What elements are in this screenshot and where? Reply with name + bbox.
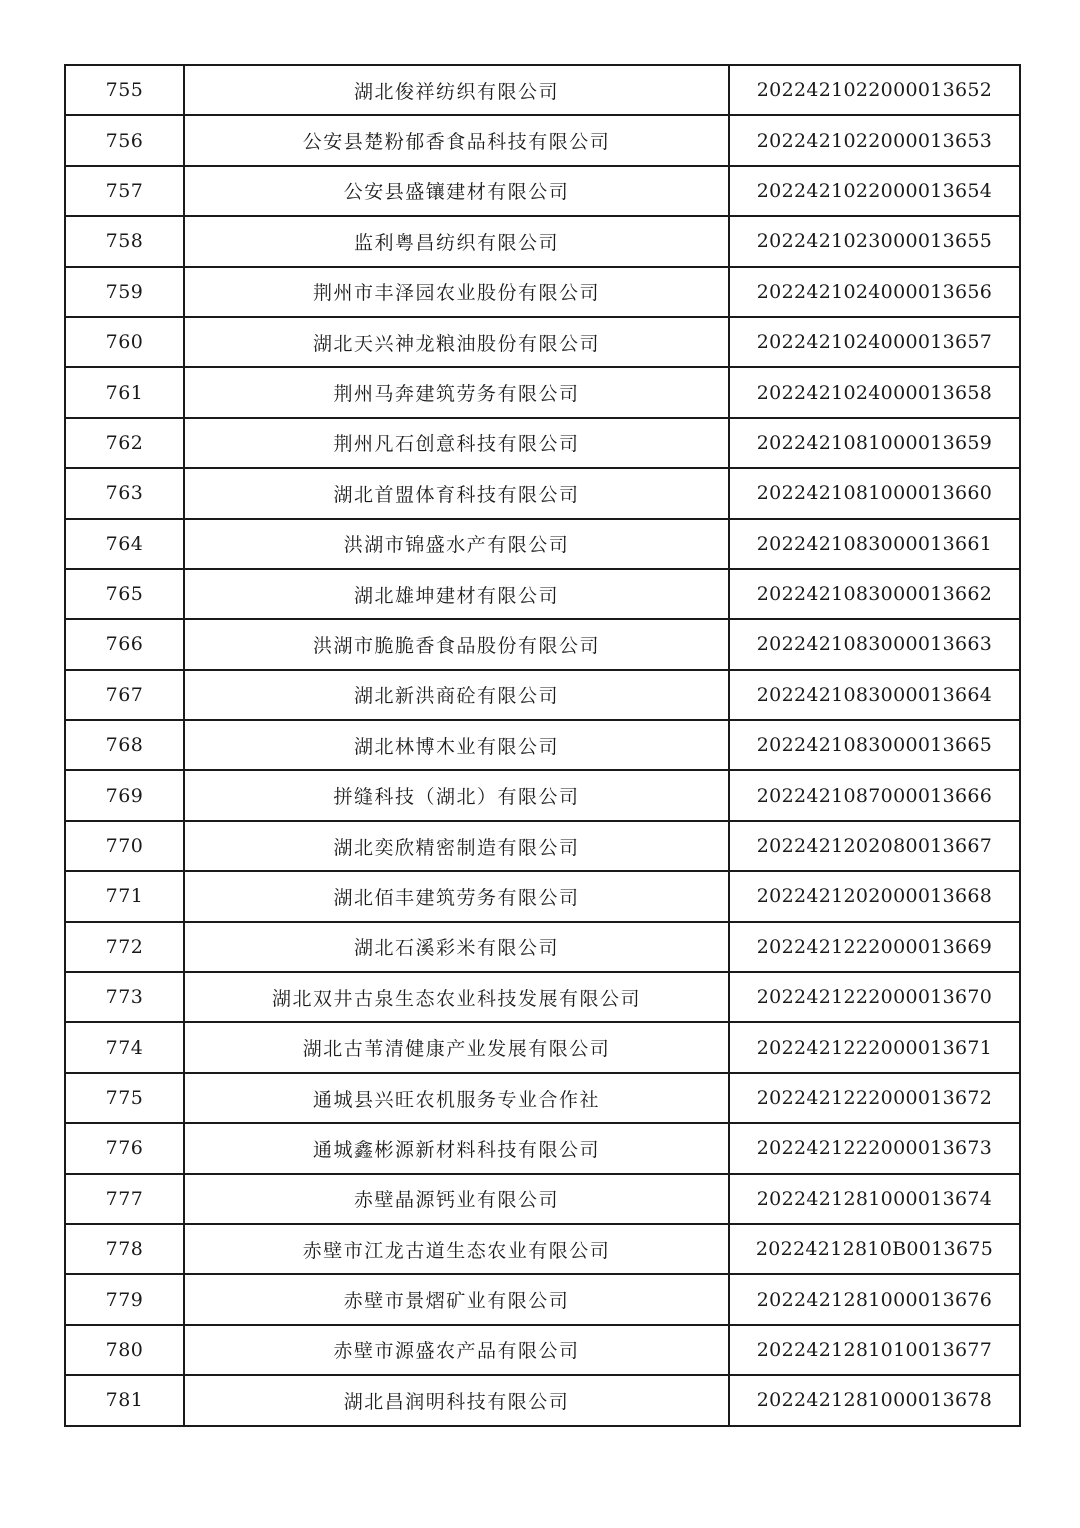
table-row xyxy=(65,670,1020,720)
registration-code-cell: 2022421024000013656 xyxy=(729,267,1020,317)
table-body xyxy=(65,65,1020,1426)
company-name-cell: 湖北古苇清健康产业发展有限公司 xyxy=(184,1022,729,1072)
row-index-cell: 764 xyxy=(65,519,184,569)
row-index-cell: 774 xyxy=(65,1022,184,1072)
company-name-cell: 通城鑫彬源新材料科技有限公司 xyxy=(184,1123,729,1173)
table-row xyxy=(65,1022,1020,1072)
row-index-cell: 768 xyxy=(65,720,184,770)
registration-code-cell: 2022421281010013677 xyxy=(729,1325,1020,1375)
table-row xyxy=(65,468,1020,518)
row-index-cell: 781 xyxy=(65,1375,184,1425)
registration-code-cell: 2022421023000013655 xyxy=(729,216,1020,266)
row-index-cell: 769 xyxy=(65,770,184,820)
row-index-cell: 760 xyxy=(65,317,184,367)
company-name-cell: 湖北双井古泉生态农业科技发展有限公司 xyxy=(184,972,729,1022)
table-row xyxy=(65,115,1020,165)
table-row xyxy=(65,871,1020,921)
company-name-cell: 湖北新洪商砼有限公司 xyxy=(184,670,729,720)
registration-code-cell: 2022421083000013662 xyxy=(729,569,1020,619)
company-name-cell: 湖北林博木业有限公司 xyxy=(184,720,729,770)
table-row xyxy=(65,519,1020,569)
table-row xyxy=(65,1123,1020,1173)
company-name-cell: 荆州凡石创意科技有限公司 xyxy=(184,418,729,468)
company-name-cell: 湖北雄坤建材有限公司 xyxy=(184,569,729,619)
company-name-cell: 赤壁市江龙古道生态农业有限公司 xyxy=(184,1224,729,1274)
company-name-cell: 湖北石溪彩米有限公司 xyxy=(184,922,729,972)
company-name-cell: 湖北俊祥纺织有限公司 xyxy=(184,65,729,115)
row-index-cell: 777 xyxy=(65,1174,184,1224)
registration-code-cell: 2022421222000013673 xyxy=(729,1123,1020,1173)
row-index-cell: 759 xyxy=(65,267,184,317)
table-row xyxy=(65,720,1020,770)
registration-code-cell: 2022421022000013652 xyxy=(729,65,1020,115)
registration-code-cell: 2022421222000013672 xyxy=(729,1073,1020,1123)
company-name-cell: 荆州马奔建筑劳务有限公司 xyxy=(184,367,729,417)
row-index-cell: 762 xyxy=(65,418,184,468)
registration-code-cell: 2022421202000013668 xyxy=(729,871,1020,921)
company-name-cell: 湖北昌润明科技有限公司 xyxy=(184,1375,729,1425)
company-name-cell: 洪湖市脆脆香食品股份有限公司 xyxy=(184,619,729,669)
table-row xyxy=(65,619,1020,669)
registration-code-cell: 2022421222000013669 xyxy=(729,922,1020,972)
row-index-cell: 772 xyxy=(65,922,184,972)
row-index-cell: 767 xyxy=(65,670,184,720)
table-row xyxy=(65,1325,1020,1375)
company-name-cell: 拼缝科技（湖北）有限公司 xyxy=(184,770,729,820)
table-row xyxy=(65,367,1020,417)
table-row xyxy=(65,972,1020,1022)
table-row xyxy=(65,1274,1020,1324)
table-row xyxy=(65,216,1020,266)
company-registry-table xyxy=(64,64,1021,1427)
company-name-cell: 赤壁市源盛农产品有限公司 xyxy=(184,1325,729,1375)
row-index-cell: 765 xyxy=(65,569,184,619)
table-row xyxy=(65,569,1020,619)
registration-code-cell: 2022421222000013671 xyxy=(729,1022,1020,1072)
row-index-cell: 773 xyxy=(65,972,184,1022)
row-index-cell: 778 xyxy=(65,1224,184,1274)
company-name-cell: 公安县楚粉郁香食品科技有限公司 xyxy=(184,115,729,165)
row-index-cell: 756 xyxy=(65,115,184,165)
registration-code-cell: 2022421083000013663 xyxy=(729,619,1020,669)
registration-code-cell: 2022421222000013670 xyxy=(729,972,1020,1022)
row-index-cell: 758 xyxy=(65,216,184,266)
company-name-cell: 湖北佰丰建筑劳务有限公司 xyxy=(184,871,729,921)
registration-code-cell: 2022421202080013667 xyxy=(729,821,1020,871)
table-row xyxy=(65,317,1020,367)
row-index-cell: 755 xyxy=(65,65,184,115)
company-name-cell: 监利粤昌纺织有限公司 xyxy=(184,216,729,266)
row-index-cell: 776 xyxy=(65,1123,184,1173)
table-row xyxy=(65,166,1020,216)
registration-code-cell: 2022421081000013659 xyxy=(729,418,1020,468)
registration-code-cell: 2022421083000013661 xyxy=(729,519,1020,569)
table-row xyxy=(65,418,1020,468)
table-row xyxy=(65,1174,1020,1224)
table-row xyxy=(65,267,1020,317)
row-index-cell: 771 xyxy=(65,871,184,921)
row-index-cell: 757 xyxy=(65,166,184,216)
row-index-cell: 780 xyxy=(65,1325,184,1375)
company-name-cell: 通城县兴旺农机服务专业合作社 xyxy=(184,1073,729,1123)
company-name-cell: 赤壁市景熠矿业有限公司 xyxy=(184,1274,729,1324)
row-index-cell: 763 xyxy=(65,468,184,518)
table-row xyxy=(65,1375,1020,1425)
row-index-cell: 761 xyxy=(65,367,184,417)
company-name-cell: 湖北奕欣精密制造有限公司 xyxy=(184,821,729,871)
registration-code-cell: 2022421083000013665 xyxy=(729,720,1020,770)
company-name-cell: 荆州市丰泽园农业股份有限公司 xyxy=(184,267,729,317)
registration-code-cell: 2022421022000013654 xyxy=(729,166,1020,216)
table-row xyxy=(65,1224,1020,1274)
registration-code-cell: 2022421083000013664 xyxy=(729,670,1020,720)
company-name-cell: 赤壁晶源钙业有限公司 xyxy=(184,1174,729,1224)
table-row xyxy=(65,1073,1020,1123)
table-row xyxy=(65,65,1020,115)
table-row xyxy=(65,770,1020,820)
registration-code-cell: 2022421024000013658 xyxy=(729,367,1020,417)
company-name-cell: 湖北天兴神龙粮油股份有限公司 xyxy=(184,317,729,367)
registration-code-cell: 2022421081000013660 xyxy=(729,468,1020,518)
registration-code-cell: 2022421281000013676 xyxy=(729,1274,1020,1324)
registration-code-cell: 2022421281000013674 xyxy=(729,1174,1020,1224)
row-index-cell: 770 xyxy=(65,821,184,871)
table-row xyxy=(65,821,1020,871)
registration-code-cell: 20224212810B0013675 xyxy=(729,1224,1020,1274)
company-name-cell: 湖北首盟体育科技有限公司 xyxy=(184,468,729,518)
company-name-cell: 洪湖市锦盛水产有限公司 xyxy=(184,519,729,569)
registration-code-cell: 2022421022000013653 xyxy=(729,115,1020,165)
row-index-cell: 775 xyxy=(65,1073,184,1123)
registration-code-cell: 2022421281000013678 xyxy=(729,1375,1020,1425)
row-index-cell: 766 xyxy=(65,619,184,669)
table-row xyxy=(65,922,1020,972)
row-index-cell: 779 xyxy=(65,1274,184,1324)
company-name-cell: 公安县盛镶建材有限公司 xyxy=(184,166,729,216)
registration-code-cell: 2022421024000013657 xyxy=(729,317,1020,367)
registration-code-cell: 2022421087000013666 xyxy=(729,770,1020,820)
